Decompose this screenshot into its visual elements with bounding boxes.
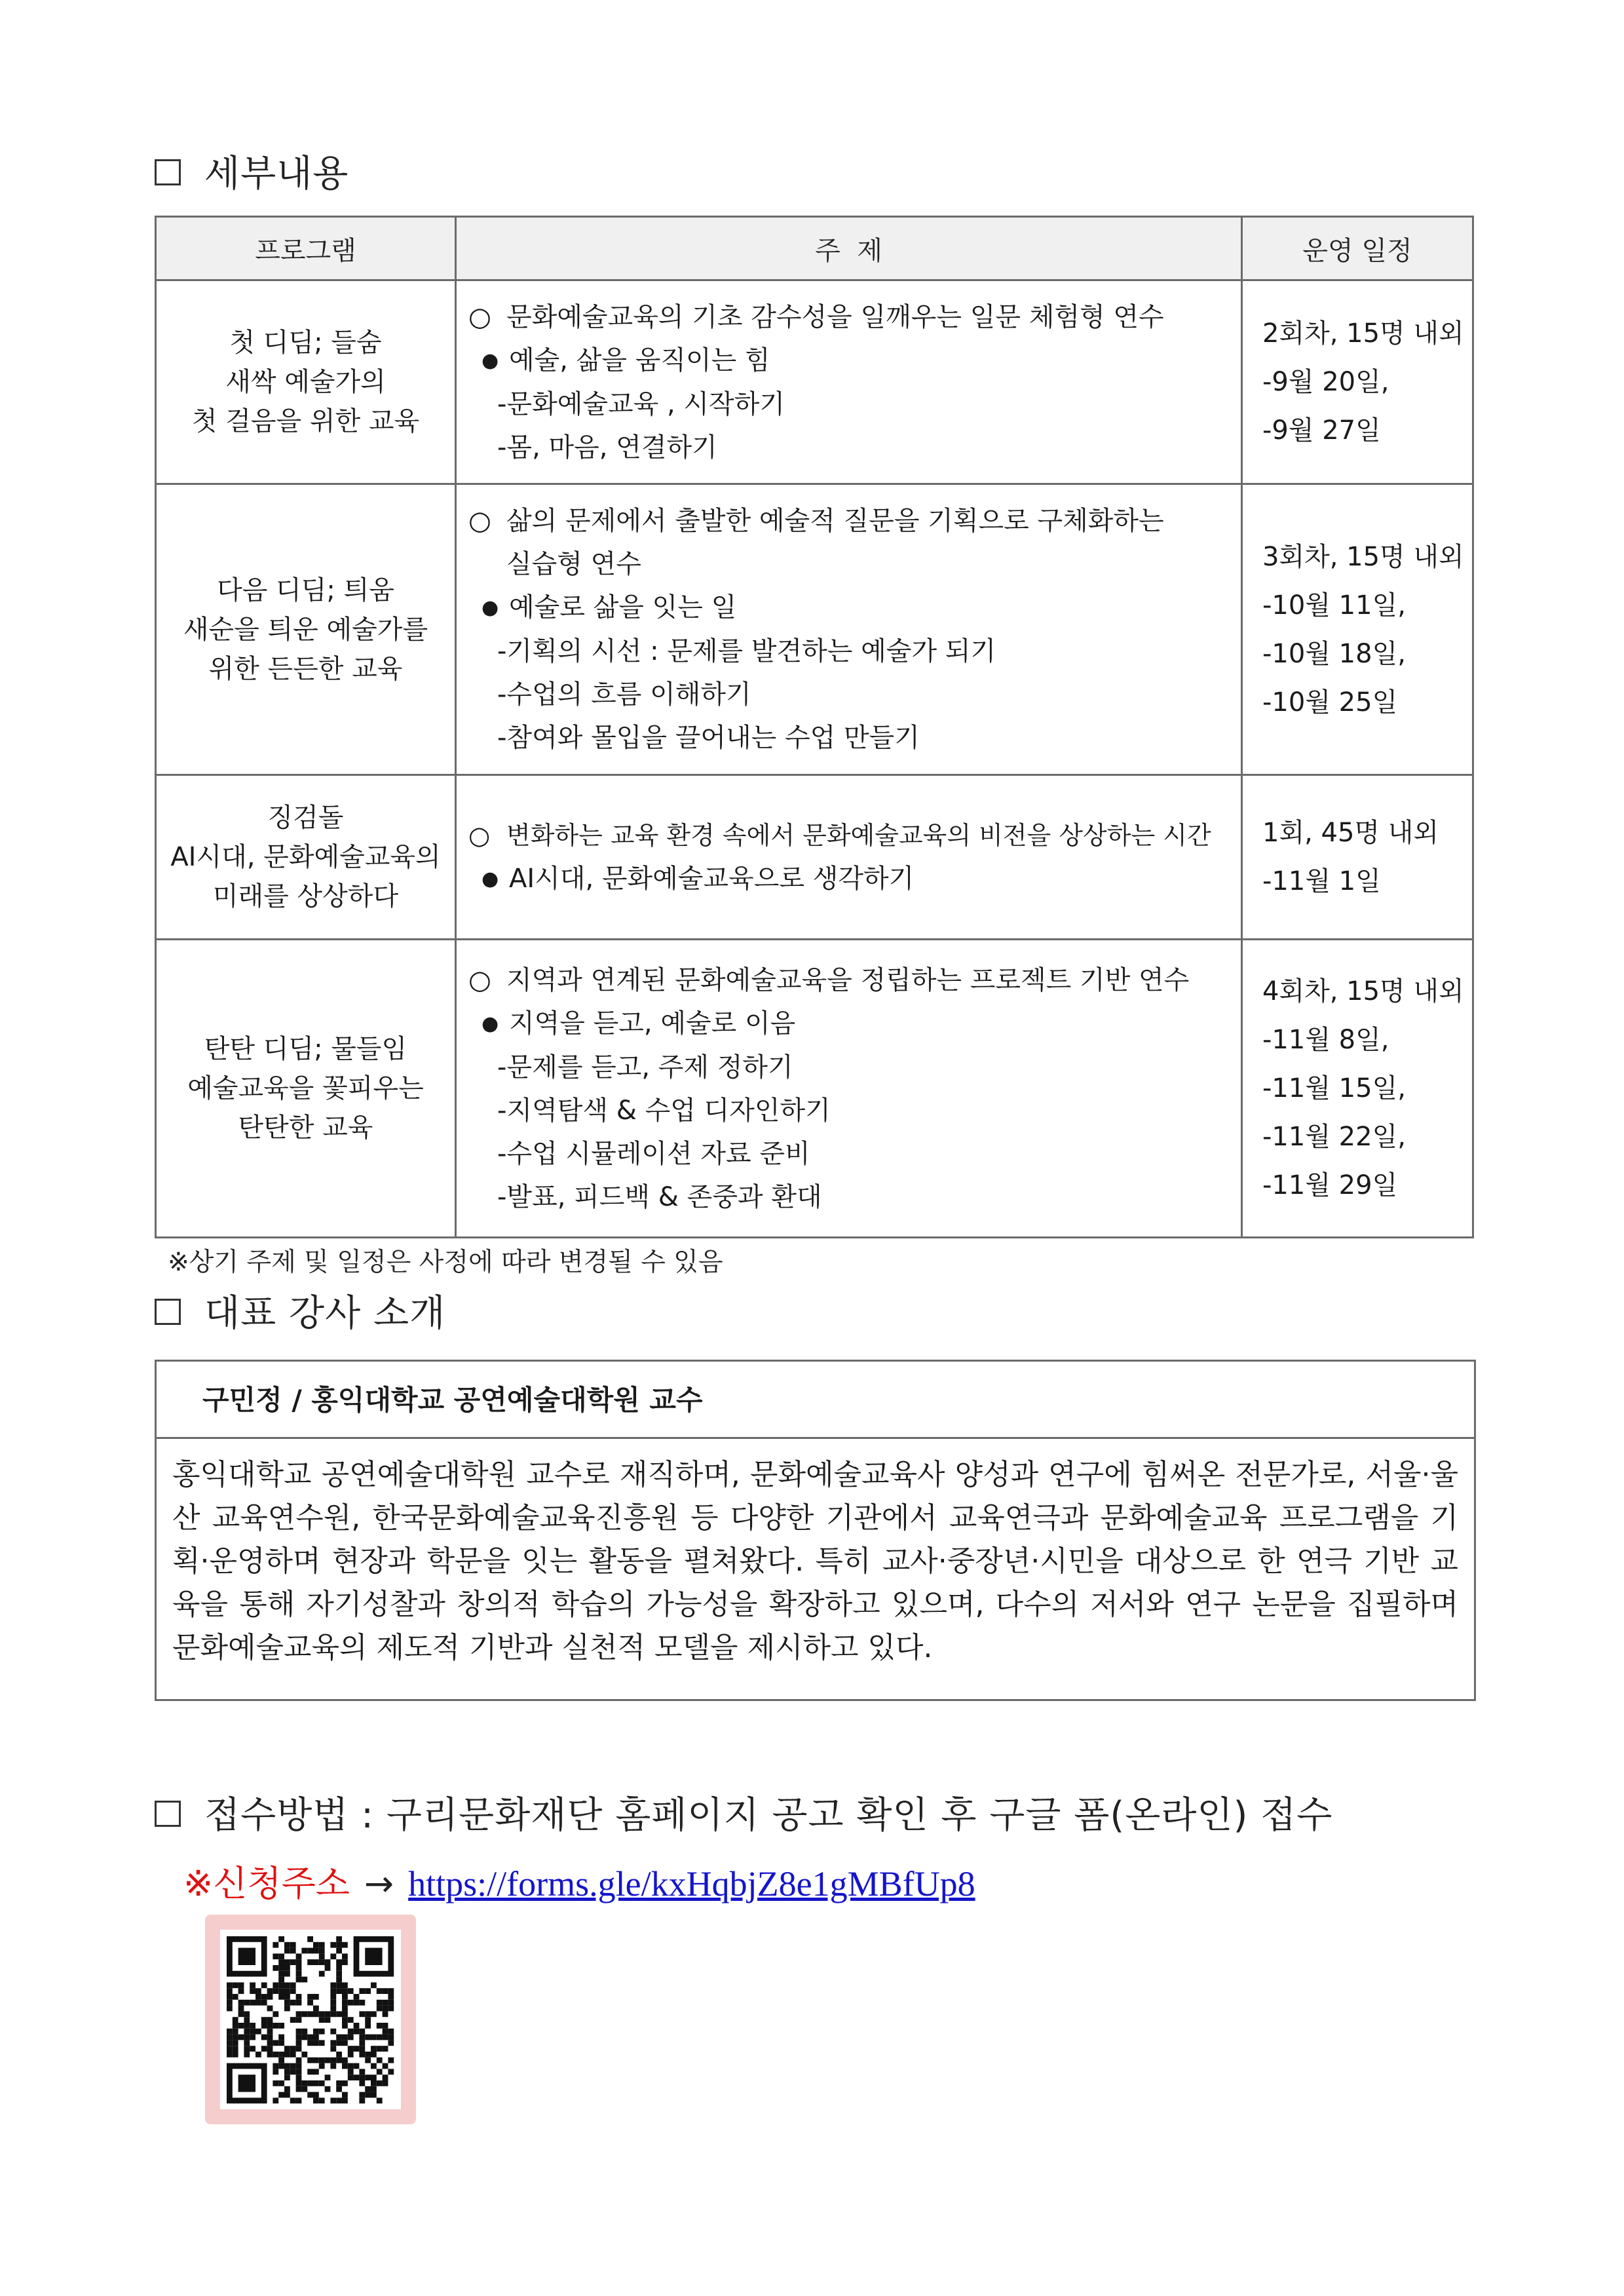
program-cell: 징검돌 AI시대, 문화예술교육의 미래를 상상하다 <box>156 775 456 940</box>
column-header-schedule: 운영 일정 <box>1242 217 1473 280</box>
topic-cell: ○ 문화예술교육의 기초 감수성을 일깨우는 일문 체험형 연수 ● 예술, 삶을 움직이는 힘 -문화예술교육 , 시작하기 -몸, 마음, 연결하기 <box>456 280 1242 484</box>
schedule-cell: 1회, 45명 내외 -11월 1일 <box>1242 775 1473 940</box>
column-header-topic: 주 제 <box>456 217 1242 280</box>
checkbox-square-icon <box>155 159 181 185</box>
details-heading: 세부내용 <box>155 156 349 193</box>
schedule-cell: 4회차, 15명 내외 -11월 8일, -11월 15일, -11월 22일, -11월 29일 <box>1242 940 1473 1238</box>
program-cell: 탄탄 디딤; 물들임 예술교육을 꽃피우는 탄탄한 교육 <box>156 940 456 1238</box>
apply-heading: 접수방법 : 구리문화재단 홈페이지 공고 확인 후 구글 폼(온라인) 접수 <box>155 1797 1332 1834</box>
application-form-link[interactable]: https://forms.gle/kxHqbjZ8e1gMBfUp8 <box>408 1864 975 1904</box>
topic-cell: ○ 변화하는 교육 환경 속에서 문화예술교육의 비전을 상상하는 시간 ● AI시대, 문화예술교육으로 생각하기 <box>456 775 1242 940</box>
topic-cell: ○ 지역과 연계된 문화예술교육을 정립하는 프로젝트 기반 연수 ● 지역을 듣고, 예술로 이음 -문제를 듣고, 주제 정하기 -지역탐색 & 수업 디자인하기 -수업 시뮬레이션 자료 준비 -발표, 피드백 & 존중과 환대 <box>456 940 1242 1238</box>
column-header-program: 프로그램 <box>156 217 456 280</box>
program-schedule-table <box>155 216 1474 1238</box>
checkbox-square-icon <box>155 1299 181 1325</box>
program-cell: 첫 디딤; 들숨 새싹 예술가의 첫 걸음을 위한 교육 <box>156 280 456 484</box>
table-header-row <box>156 217 1473 280</box>
lecturer-heading: 대표 강사 소개 <box>155 1295 445 1332</box>
checkbox-square-icon <box>155 1801 181 1827</box>
table-row <box>156 484 1473 775</box>
table-row <box>156 775 1473 940</box>
arrow-right-icon: → <box>364 1863 394 1904</box>
request-address-label: ※신청주소 <box>183 1863 350 1904</box>
schedule-cell: 3회차, 15명 내외 -10월 11일, -10월 18일, -10월 25일 <box>1242 484 1473 775</box>
schedule-cell: 2회차, 15명 내외 -9월 20일, -9월 27일 <box>1242 280 1473 484</box>
qr-code-image <box>220 1930 401 2109</box>
lecturer-name: 구민정 / 홍익대학교 공연예술대학원 교수 <box>157 1362 1474 1439</box>
topic-cell: ○ 삶의 문제에서 출발한 예술적 질문을 기획으로 구체화하는 실습형 연수 ● 예술로 삶을 잇는 일 -기획의 시선 : 문제를 발견하는 예술가 되기 -수업의 흐름 이해하기 -참여와 몰입을 끌어내는 수업 만들기 <box>456 484 1242 775</box>
schedule-change-note: ※상기 주제 및 일정은 사정에 따라 변경될 수 있음 <box>168 1248 723 1277</box>
program-cell: 다음 디딤; 틔움 새순을 틔운 예술가를 위한 든든한 교육 <box>156 484 456 775</box>
lecturer-bio: 홍익대학교 공연예술대학원 교수로 재직하며, 문화예술교육사 양성과 연구에 힘써온 전문가로, 서울·울산 교육연수원, 한국문화예술교육진흥원 등 다양한 기관에서 교육연극과 문화예술교육 프로그램을 기획·운영하며 현장과 학문을 잇는 활동을 펼쳐왔다. 특히 교사·중장년·시민을 대상으로 한 연극 기반 교육을 통해 자기성찰과 창의적 학습의 가능성을 확장하고 있으며, 다수의 저서와 연구 논문을 집필하며 문화예술교육의 제도적 기반과 실천적 모델을 제시하고 있다. <box>172 1458 1459 1664</box>
lecturer-box <box>155 1360 1476 1701</box>
qr-code-icon[interactable] <box>205 1915 416 2124</box>
apply-address-line <box>183 1856 975 1906</box>
table-row <box>156 280 1473 484</box>
table-row <box>156 940 1473 1238</box>
